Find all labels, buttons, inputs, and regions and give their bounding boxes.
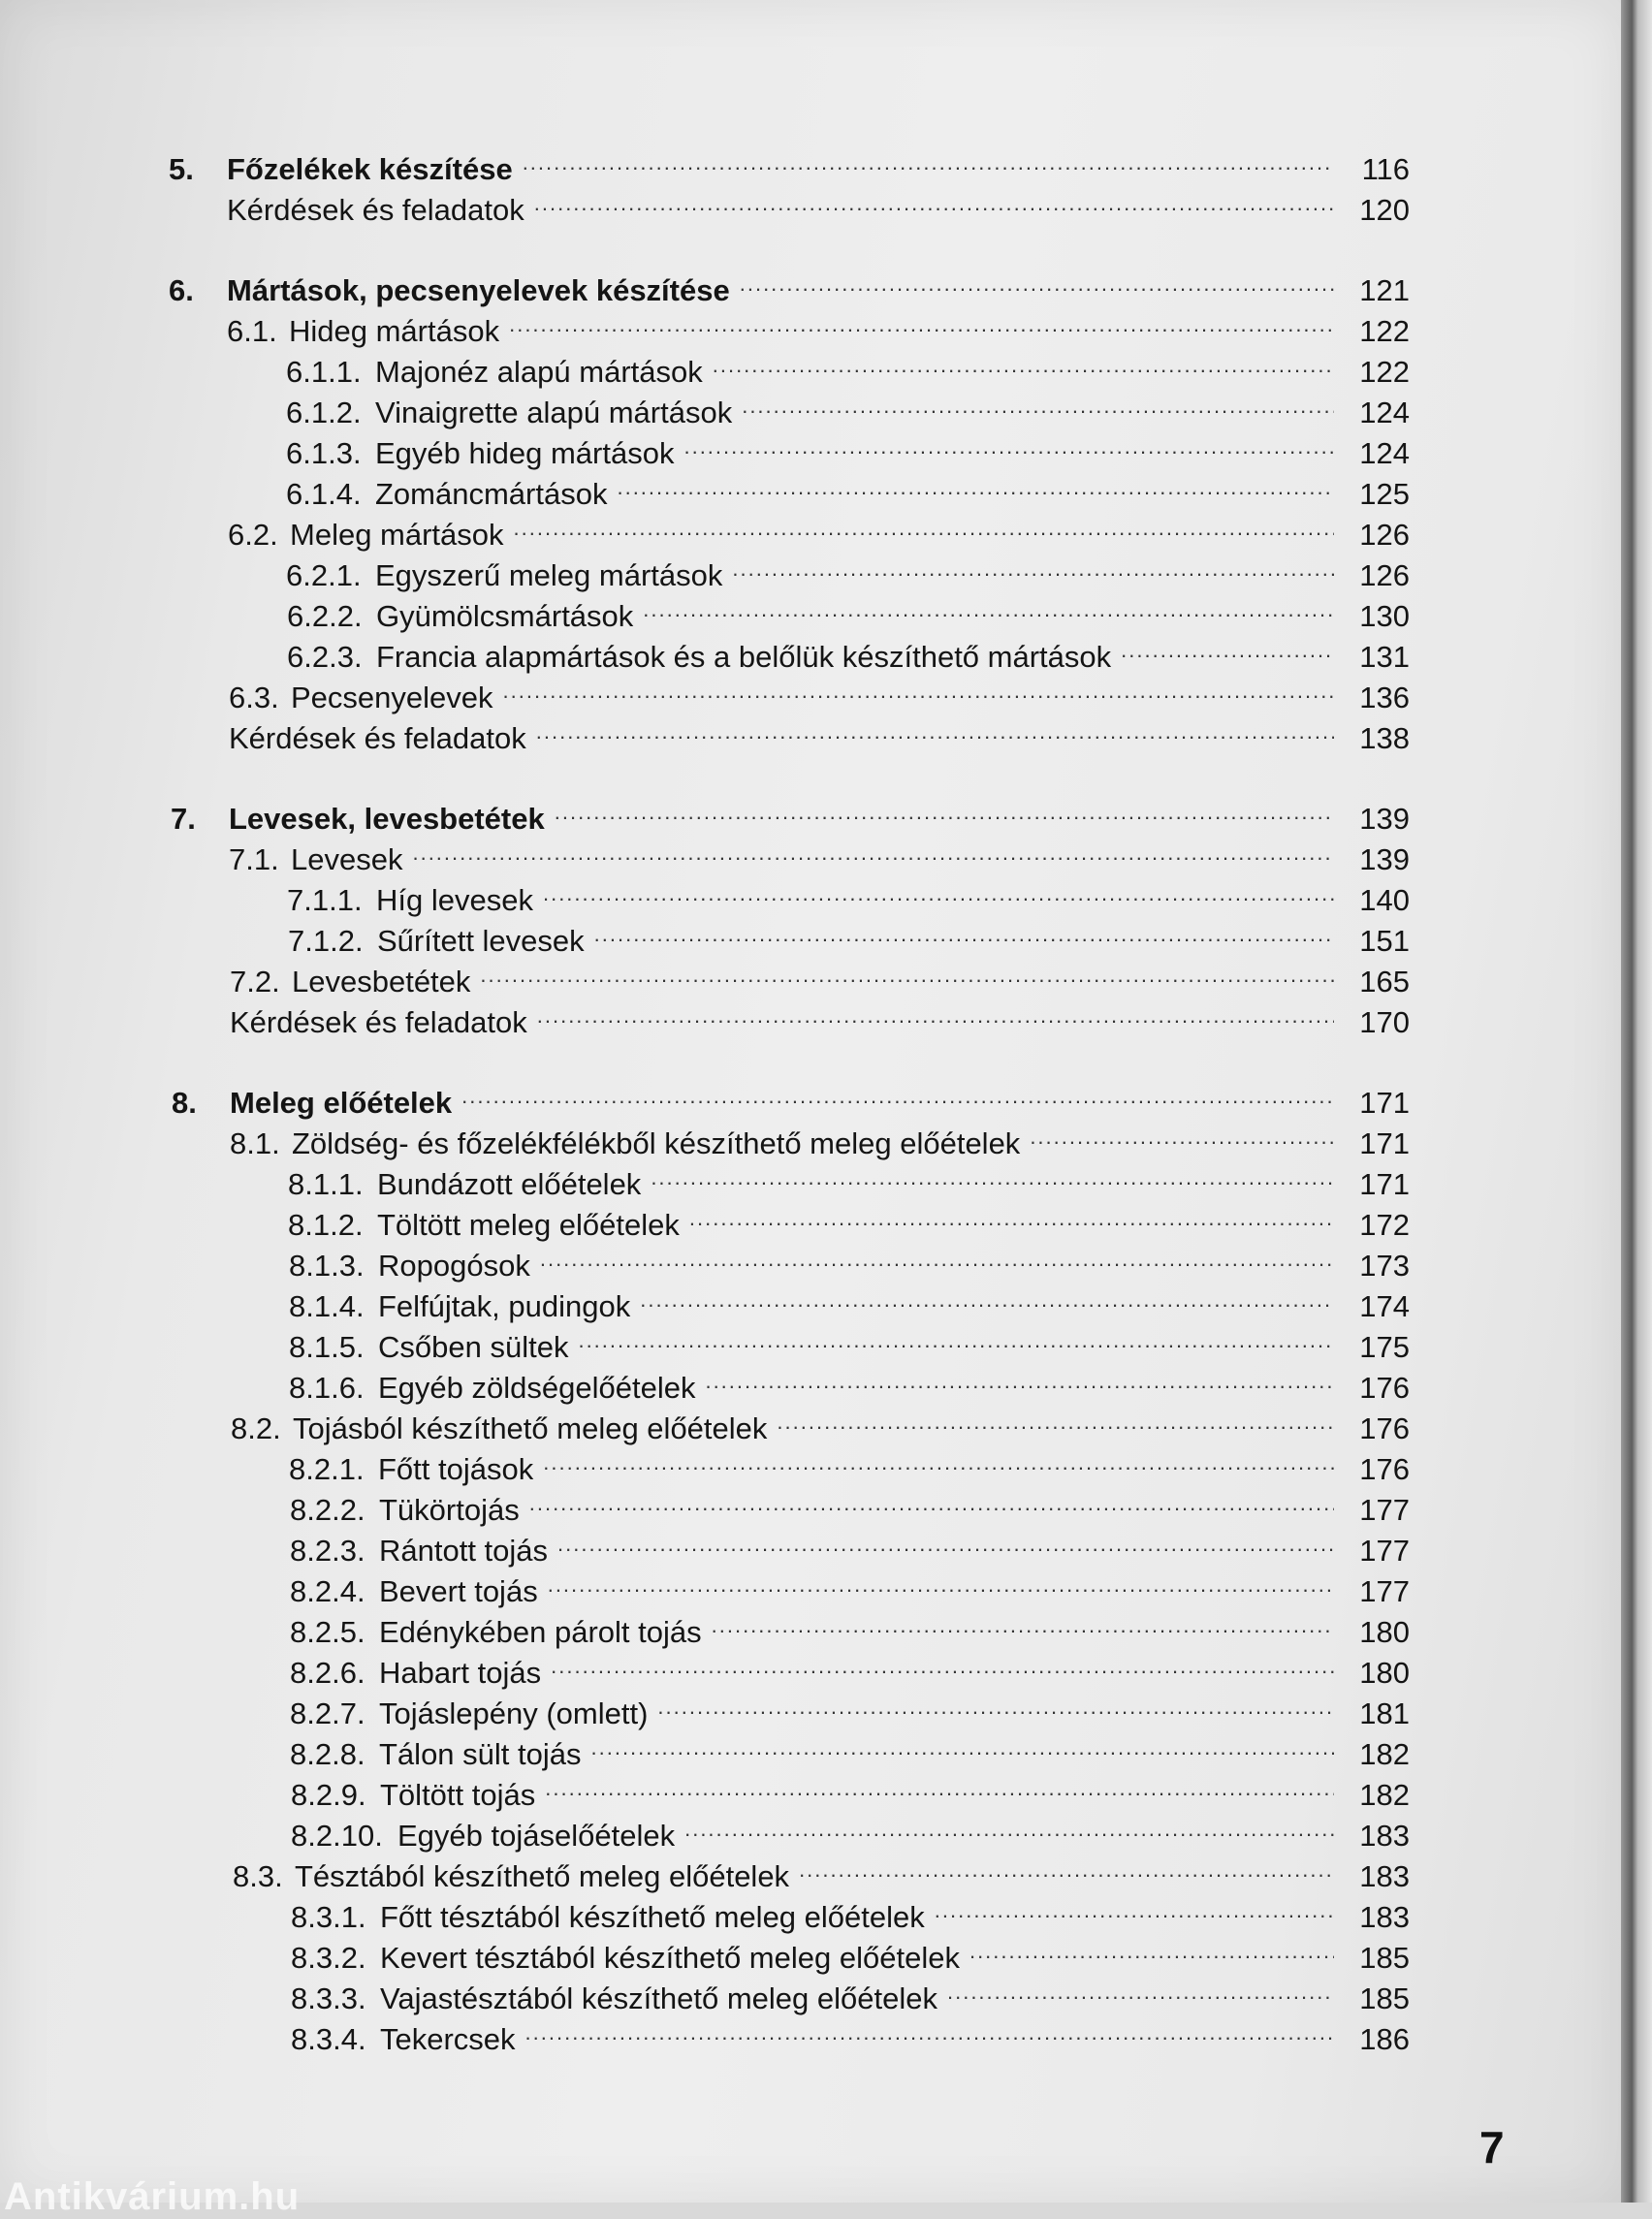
toc-page-number: 176 xyxy=(1359,1411,1410,1445)
toc-number: 8.1.5. xyxy=(289,1330,365,1364)
toc-page-number: 136 xyxy=(1359,681,1410,714)
leader-dots xyxy=(529,1479,1334,1520)
toc-number: 8. xyxy=(172,1086,197,1120)
toc-title: Rántott tojás xyxy=(379,1534,549,1568)
toc-subsection-row xyxy=(290,1479,1410,1527)
toc-questions-row xyxy=(227,179,1410,227)
toc-title: Híg levesek xyxy=(376,883,533,917)
toc-number: 8.3.4. xyxy=(291,2022,366,2056)
leader-dots xyxy=(935,1886,1334,1927)
toc-page-number: 116 xyxy=(1361,152,1410,186)
toc-questions-row xyxy=(230,992,1410,1039)
toc-page-number: 121 xyxy=(1359,273,1410,307)
toc-number: 6.2.3. xyxy=(287,640,363,674)
toc-chapter-row xyxy=(171,788,1410,836)
leader-dots xyxy=(548,1561,1334,1601)
toc-title: Vajastésztából készíthető meleg előételek xyxy=(380,1981,937,2015)
toc-title: Kevert tésztából készíthető meleg előételek xyxy=(380,1941,960,1975)
toc-subsection-row xyxy=(287,586,1410,633)
leader-dots xyxy=(578,1316,1334,1357)
toc-subsection-row xyxy=(286,545,1410,592)
leader-dots xyxy=(503,667,1334,708)
leader-dots xyxy=(643,586,1334,626)
toc-number: 6.2. xyxy=(228,518,278,552)
leader-dots xyxy=(557,1520,1334,1561)
toc-title: Majonéz alapú mártások xyxy=(375,355,703,389)
toc-section-row xyxy=(229,667,1410,714)
toc-page-number: 120 xyxy=(1359,193,1410,227)
toc-page-number: 176 xyxy=(1359,1371,1410,1405)
toc-page-number: 125 xyxy=(1359,477,1410,511)
toc-page-number: 174 xyxy=(1359,1289,1410,1323)
leader-dots xyxy=(461,1072,1334,1113)
toc-chapter-row xyxy=(169,139,1410,186)
toc-subsection-row xyxy=(290,1642,1410,1690)
toc-number: 8.2.9. xyxy=(291,1778,366,1812)
toc-number: 8.1.1. xyxy=(288,1167,364,1201)
toc-section-row xyxy=(231,1398,1410,1445)
toc-number: 6.3. xyxy=(229,681,279,714)
toc-title: Levesbetétek xyxy=(292,965,471,999)
toc-number: 8.3.1. xyxy=(291,1900,366,1934)
toc-page-number: 122 xyxy=(1359,355,1410,389)
toc-subsection-row xyxy=(288,1154,1410,1201)
toc-number: 6.1. xyxy=(227,314,277,348)
toc-number: 8.2.1. xyxy=(289,1452,365,1486)
toc-subsection-row xyxy=(286,423,1410,470)
toc-subsection-row xyxy=(289,1439,1410,1486)
toc-number: 7.1.1. xyxy=(287,883,363,917)
toc-title: Meleg előételek xyxy=(230,1086,453,1120)
leader-dots xyxy=(534,179,1334,220)
toc-page-number: 124 xyxy=(1359,436,1410,470)
toc-title: Tükörtojás xyxy=(379,1493,520,1527)
toc-title: Kérdések és feladatok xyxy=(230,1005,527,1039)
toc-subsection-row xyxy=(286,382,1410,429)
toc-page-number: 130 xyxy=(1359,599,1410,633)
toc-number: 8.2.3. xyxy=(290,1534,365,1568)
toc-page-number: 185 xyxy=(1359,1981,1410,2015)
toc-title: Zöldség- és főzelékfélékből készíthető meleg előételek xyxy=(292,1126,1021,1160)
toc-title: Francia alapmártások és a belőlük készíthető mártások xyxy=(376,640,1112,674)
leader-dots xyxy=(509,301,1334,341)
toc-number: 7.1. xyxy=(229,842,279,876)
toc-number: 8.3. xyxy=(233,1859,283,1893)
leader-dots xyxy=(617,463,1334,504)
toc-page-number: 181 xyxy=(1359,1696,1410,1730)
leader-dots xyxy=(543,1439,1334,1479)
toc-number: 6.1.4. xyxy=(286,477,362,511)
toc-title: Sűrített levesek xyxy=(377,924,585,958)
toc-number: 7.2. xyxy=(230,965,280,999)
leader-dots xyxy=(523,139,1334,179)
toc-subsection-row xyxy=(290,1683,1410,1730)
toc-number: 6.1.1. xyxy=(286,355,362,389)
toc-subsection-row xyxy=(291,1968,1410,2015)
toc-title: Egyéb zöldségelőételek xyxy=(378,1371,696,1405)
toc-page-number: 165 xyxy=(1359,965,1410,999)
toc-page-number: 177 xyxy=(1359,1534,1410,1568)
leader-dots xyxy=(684,1805,1334,1846)
toc-subsection-row xyxy=(289,1357,1410,1405)
toc-number: 8.2.6. xyxy=(290,1656,365,1690)
toc-page-number: 185 xyxy=(1359,1941,1410,1975)
toc-subsection-row xyxy=(290,1724,1410,1771)
toc-page-number: 126 xyxy=(1359,518,1410,552)
toc-title: Gyümölcsmártások xyxy=(376,599,634,633)
toc-number: 8.2.4. xyxy=(290,1574,365,1608)
toc-page-number: 180 xyxy=(1359,1615,1410,1649)
toc-title: Mártások, pecsenyelevek készítése xyxy=(227,273,730,307)
toc-number: 6.1.3. xyxy=(286,436,362,470)
toc-subsection-row xyxy=(289,1235,1410,1283)
leader-dots xyxy=(594,910,1334,951)
leader-dots xyxy=(777,1398,1334,1439)
leader-dots xyxy=(480,951,1334,992)
toc-title: Meleg mártások xyxy=(290,518,504,552)
toc-subsection-row xyxy=(288,910,1410,958)
toc-page-number: 180 xyxy=(1359,1656,1410,1690)
toc-number: 8.2.2. xyxy=(290,1493,365,1527)
toc-section-row xyxy=(229,829,1410,876)
leader-dots xyxy=(969,1927,1334,1968)
leader-dots xyxy=(591,1724,1335,1764)
leader-dots xyxy=(545,1764,1334,1805)
toc-page-number: 138 xyxy=(1359,721,1410,755)
toc-number: 8.2.8. xyxy=(290,1737,365,1771)
toc-page-number: 176 xyxy=(1359,1452,1410,1486)
toc-page-number: 126 xyxy=(1359,558,1410,592)
toc-subsection-row xyxy=(290,1601,1410,1649)
toc-subsection-row xyxy=(288,1194,1410,1242)
toc-title: Főtt tojások xyxy=(378,1452,534,1486)
toc-page-number: 182 xyxy=(1359,1737,1410,1771)
toc-subsection-row xyxy=(290,1561,1410,1608)
toc-title: Tálon sült tojás xyxy=(379,1737,582,1771)
toc-number: 8.1.2. xyxy=(288,1208,364,1242)
toc-number: 8.1.3. xyxy=(289,1249,365,1283)
toc-page-number: 122 xyxy=(1359,314,1410,348)
toc-number: 8.3.3. xyxy=(291,1981,366,2015)
leader-dots xyxy=(689,1194,1334,1235)
toc-section-row xyxy=(230,951,1410,999)
toc-number: 8.2.10. xyxy=(291,1819,383,1853)
toc-title: Bundázott előételek xyxy=(377,1167,642,1201)
leader-dots xyxy=(712,1601,1334,1642)
toc-number: 8.1.4. xyxy=(289,1289,365,1323)
page-edge xyxy=(1621,0,1652,2203)
leader-dots xyxy=(514,504,1334,545)
toc-page-number: 183 xyxy=(1359,1900,1410,1934)
toc-number: 6.1.2. xyxy=(286,396,362,429)
toc-number: 7.1.2. xyxy=(288,924,364,958)
leader-dots xyxy=(799,1846,1334,1886)
toc-page-number: 183 xyxy=(1359,1819,1410,1853)
toc-title: Levesek xyxy=(291,842,403,876)
toc-subsection-row xyxy=(286,341,1410,389)
toc-page-number: 177 xyxy=(1359,1574,1410,1608)
leader-dots xyxy=(1030,1113,1334,1154)
toc-title: Egyéb tojáselőételek xyxy=(397,1819,676,1853)
toc-title: Egyszerű meleg mártások xyxy=(375,558,723,592)
toc-number: 5. xyxy=(169,152,194,186)
toc-page-number: 182 xyxy=(1359,1778,1410,1812)
toc-section-row xyxy=(227,301,1410,348)
toc-page-number: 175 xyxy=(1359,1330,1410,1364)
leader-dots xyxy=(543,870,1334,910)
leader-dots xyxy=(540,1235,1334,1276)
toc-page-number: 171 xyxy=(1359,1086,1410,1120)
toc-number: 8.1. xyxy=(230,1126,280,1160)
toc-title: Edénykében párolt tojás xyxy=(379,1615,702,1649)
leader-dots xyxy=(536,708,1334,748)
leader-dots xyxy=(551,1642,1334,1683)
toc-page-number: 170 xyxy=(1359,1005,1410,1039)
toc-title: Kérdések és feladatok xyxy=(227,193,524,227)
toc-title: Zománcmártások xyxy=(375,477,608,511)
toc-page-number: 171 xyxy=(1359,1126,1410,1160)
leader-dots xyxy=(732,545,1334,586)
toc-title: Főzelékek készítése xyxy=(227,152,513,186)
toc-page-number: 131 xyxy=(1359,640,1410,674)
toc-number: 8.2.5. xyxy=(290,1615,365,1649)
toc-title: Tojáslepény (omlett) xyxy=(379,1696,649,1730)
toc-subsection-row xyxy=(289,1276,1410,1323)
toc-title: Tojásból készíthető meleg előételek xyxy=(293,1411,768,1445)
toc-page-number: 139 xyxy=(1359,802,1410,836)
toc-title: Töltött tojás xyxy=(380,1778,536,1812)
toc-subsection-row xyxy=(290,1520,1410,1568)
leader-dots xyxy=(705,1357,1334,1398)
toc-subsection-row xyxy=(291,1805,1410,1853)
toc-title: Tésztából készíthető meleg előételek xyxy=(295,1859,790,1893)
toc-page-number: 173 xyxy=(1359,1249,1410,1283)
toc-title: Kérdések és feladatok xyxy=(229,721,526,755)
toc-subsection-row xyxy=(291,1927,1410,1975)
toc-number: 8.2. xyxy=(231,1411,281,1445)
toc-title: Levesek, levesbetétek xyxy=(229,802,545,836)
toc-title: Egyéb hideg mártások xyxy=(375,436,675,470)
toc-title: Habart tojás xyxy=(379,1656,542,1690)
toc-title: Tekercsek xyxy=(380,2022,516,2056)
toc-page-number: 177 xyxy=(1359,1493,1410,1527)
toc-subsection-row xyxy=(287,626,1410,674)
toc-chapter-row xyxy=(172,1072,1410,1120)
toc-number: 6. xyxy=(169,273,194,307)
toc-page-number: 183 xyxy=(1359,1859,1410,1893)
toc-page-number: 171 xyxy=(1359,1167,1410,1201)
leader-dots xyxy=(1121,626,1334,667)
leader-dots xyxy=(683,423,1334,463)
leader-dots xyxy=(555,788,1334,829)
toc-title: Csőben sültek xyxy=(378,1330,569,1364)
toc-number: 8.3.2. xyxy=(291,1941,366,1975)
watermark: Antikvárium.hu xyxy=(4,2175,301,2218)
toc-subsection-row xyxy=(286,463,1410,511)
toc-subsection-row xyxy=(289,1316,1410,1364)
toc-title: Töltött meleg előételek xyxy=(377,1208,680,1242)
leader-dots xyxy=(713,341,1334,382)
leader-dots xyxy=(537,992,1334,1032)
toc-subsection-row xyxy=(291,1764,1410,1812)
toc-page-number: 124 xyxy=(1359,396,1410,429)
toc-page-number: 151 xyxy=(1359,924,1410,958)
toc-title: Hideg mártások xyxy=(289,314,500,348)
toc-title: Pecsenyelevek xyxy=(291,681,493,714)
toc-section-row xyxy=(228,504,1410,552)
leader-dots xyxy=(740,260,1334,301)
toc-page-number: 172 xyxy=(1359,1208,1410,1242)
leader-dots xyxy=(742,382,1334,423)
toc-title: Főtt tésztából készíthető meleg előételek xyxy=(380,1900,925,1934)
toc-title: Vinaigrette alapú mártások xyxy=(375,396,733,429)
toc-subsection-row xyxy=(291,1886,1410,1934)
toc-title: Felfújtak, pudingok xyxy=(378,1289,631,1323)
toc-number: 6.2.1. xyxy=(286,558,362,592)
toc-section-row xyxy=(230,1113,1410,1160)
toc-page-number: 140 xyxy=(1359,883,1410,917)
leader-dots xyxy=(640,1276,1334,1316)
toc-page-number: 186 xyxy=(1359,2022,1410,2056)
toc-subsection-row xyxy=(287,870,1410,917)
toc-number: 8.2.7. xyxy=(290,1696,365,1730)
toc-section-row xyxy=(233,1846,1410,1893)
toc-subsection-row xyxy=(291,2009,1410,2056)
toc-questions-row xyxy=(229,708,1410,755)
page-number: 7 xyxy=(1479,2122,1505,2172)
toc-title: Ropogósok xyxy=(378,1249,530,1283)
toc-number: 8.1.6. xyxy=(289,1371,365,1405)
toc-page-number: 139 xyxy=(1359,842,1410,876)
leader-dots xyxy=(525,2009,1334,2049)
leader-dots xyxy=(412,829,1334,870)
toc-title: Bevert tojás xyxy=(379,1574,538,1608)
leader-dots xyxy=(651,1154,1334,1194)
leader-dots xyxy=(947,1968,1334,2009)
toc-number: 6.2.2. xyxy=(287,599,363,633)
toc-number: 7. xyxy=(171,802,196,836)
leader-dots xyxy=(657,1683,1334,1724)
toc-chapter-row xyxy=(169,260,1410,307)
